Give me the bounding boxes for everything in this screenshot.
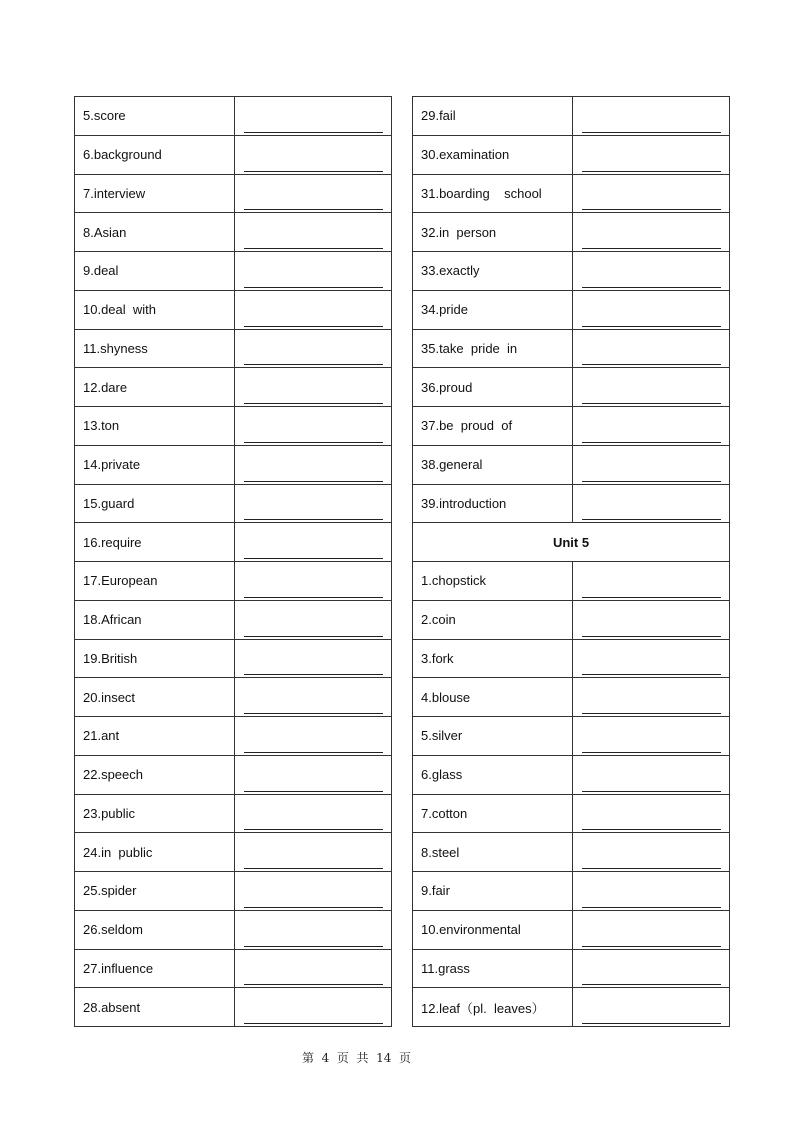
- vocab-word: 37.be proud of: [413, 407, 573, 446]
- table-row: [75, 445, 392, 484]
- answer-underline: [582, 519, 721, 520]
- answer-blank[interactable]: [235, 368, 392, 407]
- vocab-word: 36.proud: [413, 368, 573, 407]
- table-row: [75, 910, 392, 949]
- table-row: [413, 484, 730, 523]
- answer-blank[interactable]: [573, 717, 730, 756]
- table-row: [413, 639, 730, 678]
- answer-blank[interactable]: [573, 290, 730, 329]
- answer-underline: [582, 481, 721, 482]
- answer-underline: [582, 984, 721, 985]
- vocab-word: 8.steel: [413, 833, 573, 872]
- table-row: [413, 97, 730, 136]
- answer-underline: [244, 636, 383, 637]
- answer-underline: [582, 868, 721, 869]
- answer-underline: [244, 209, 383, 210]
- vocabulary-table-right: [412, 96, 730, 1027]
- vocab-word: 12.leaf（pl. leaves）: [413, 988, 573, 1027]
- vocab-word: 21.ant: [75, 717, 235, 756]
- answer-blank[interactable]: [235, 213, 392, 252]
- answer-blank[interactable]: [573, 639, 730, 678]
- answer-underline: [582, 132, 721, 133]
- vocab-word: 35.take pride in: [413, 329, 573, 368]
- answer-blank[interactable]: [573, 97, 730, 136]
- table-row: [75, 368, 392, 407]
- answer-underline: [244, 946, 383, 947]
- vocab-word: 7.interview: [75, 174, 235, 213]
- table-row: [75, 678, 392, 717]
- vocab-word: 24.in public: [75, 833, 235, 872]
- answer-underline: [582, 829, 721, 830]
- table-row: [413, 368, 730, 407]
- vocab-word: 19.British: [75, 639, 235, 678]
- answer-underline: [244, 713, 383, 714]
- answer-blank[interactable]: [573, 988, 730, 1027]
- table-row: [413, 445, 730, 484]
- table-row: [75, 988, 392, 1027]
- answer-blank[interactable]: [235, 97, 392, 136]
- answer-blank[interactable]: [573, 213, 730, 252]
- unit-heading: Unit 5: [413, 523, 730, 562]
- answer-underline: [582, 907, 721, 908]
- vocab-word: 9.deal: [75, 252, 235, 291]
- answer-underline: [244, 752, 383, 753]
- answer-underline: [244, 791, 383, 792]
- vocab-word: 10.deal with: [75, 290, 235, 329]
- vocab-word: 25.spider: [75, 872, 235, 911]
- table-row: [75, 97, 392, 136]
- answer-underline: [244, 558, 383, 559]
- table-row: [413, 407, 730, 446]
- answer-underline: [582, 636, 721, 637]
- answer-underline: [244, 597, 383, 598]
- answer-underline: [244, 907, 383, 908]
- vocab-word: 12.dare: [75, 368, 235, 407]
- answer-blank[interactable]: [235, 174, 392, 213]
- answer-blank[interactable]: [235, 562, 392, 601]
- vocabulary-table-left: [74, 96, 392, 1027]
- answer-blank[interactable]: [235, 445, 392, 484]
- vocab-word: 13.ton: [75, 407, 235, 446]
- vocab-word: 6.glass: [413, 755, 573, 794]
- table-row: [75, 213, 392, 252]
- vocab-word: 39.introduction: [413, 484, 573, 523]
- table-row: [413, 600, 730, 639]
- table-row: [413, 562, 730, 601]
- answer-blank[interactable]: [235, 833, 392, 872]
- answer-underline: [244, 403, 383, 404]
- answer-blank[interactable]: [235, 755, 392, 794]
- vocab-word: 5.score: [75, 97, 235, 136]
- vocab-word: 10.environmental: [413, 910, 573, 949]
- vocab-word: 15.guard: [75, 484, 235, 523]
- unit-heading-row: [413, 523, 730, 562]
- answer-underline: [582, 713, 721, 714]
- table-row: [75, 290, 392, 329]
- vocab-word: 27.influence: [75, 949, 235, 988]
- answer-underline: [244, 287, 383, 288]
- answer-blank[interactable]: [573, 445, 730, 484]
- answer-underline: [582, 442, 721, 443]
- vocab-word: 3.fork: [413, 639, 573, 678]
- answer-blank[interactable]: [573, 135, 730, 174]
- answer-blank[interactable]: [235, 290, 392, 329]
- answer-blank[interactable]: [573, 910, 730, 949]
- table-row: [413, 329, 730, 368]
- table-row: [413, 135, 730, 174]
- answer-underline: [244, 132, 383, 133]
- table-row: [413, 290, 730, 329]
- answer-blank[interactable]: [573, 794, 730, 833]
- answer-blank[interactable]: [573, 833, 730, 872]
- answer-blank[interactable]: [235, 484, 392, 523]
- vocab-word: 22.speech: [75, 755, 235, 794]
- table-row: [75, 949, 392, 988]
- answer-blank[interactable]: [235, 407, 392, 446]
- table-row: [75, 174, 392, 213]
- answer-underline: [582, 209, 721, 210]
- table-row: [75, 135, 392, 174]
- answer-underline: [244, 481, 383, 482]
- vocab-word: 7.cotton: [413, 794, 573, 833]
- vocab-word: 8.Asian: [75, 213, 235, 252]
- answer-underline: [582, 403, 721, 404]
- vocab-word: 32.in person: [413, 213, 573, 252]
- answer-blank[interactable]: [573, 872, 730, 911]
- answer-blank[interactable]: [235, 523, 392, 562]
- answer-underline: [582, 791, 721, 792]
- table-row: [75, 329, 392, 368]
- table-row: [75, 794, 392, 833]
- answer-blank[interactable]: [573, 949, 730, 988]
- vocab-word: 4.blouse: [413, 678, 573, 717]
- vocab-word: 5.silver: [413, 717, 573, 756]
- table-row: [75, 562, 392, 601]
- table-row: [413, 174, 730, 213]
- answer-blank[interactable]: [235, 949, 392, 988]
- answer-blank[interactable]: [573, 678, 730, 717]
- table-row: [75, 484, 392, 523]
- answer-underline: [582, 597, 721, 598]
- table-row: [413, 872, 730, 911]
- answer-underline: [582, 287, 721, 288]
- vocab-word: 34.pride: [413, 290, 573, 329]
- vocab-word: 6.background: [75, 135, 235, 174]
- answer-blank[interactable]: [235, 794, 392, 833]
- answer-blank[interactable]: [573, 329, 730, 368]
- answer-blank[interactable]: [573, 368, 730, 407]
- answer-underline: [244, 674, 383, 675]
- answer-underline: [244, 248, 383, 249]
- vocab-word: 9.fair: [413, 872, 573, 911]
- page-number-footer: 第 4 页 共 14 页: [302, 1051, 412, 1065]
- answer-underline: [582, 674, 721, 675]
- vocab-word: 30.examination: [413, 135, 573, 174]
- vocab-word: 1.chopstick: [413, 562, 573, 601]
- table-row: [75, 872, 392, 911]
- table-row: [413, 755, 730, 794]
- table-row: [75, 252, 392, 291]
- answer-underline: [244, 519, 383, 520]
- table-row: [413, 252, 730, 291]
- table-row: [413, 794, 730, 833]
- table-row: [75, 717, 392, 756]
- answer-underline: [582, 248, 721, 249]
- table-row: [75, 833, 392, 872]
- answer-blank[interactable]: [573, 562, 730, 601]
- table-row: [75, 600, 392, 639]
- answer-blank[interactable]: [235, 988, 392, 1027]
- vocab-word: 20.insect: [75, 678, 235, 717]
- table-row: [413, 910, 730, 949]
- vocab-word: 33.exactly: [413, 252, 573, 291]
- answer-underline: [244, 326, 383, 327]
- answer-underline: [244, 442, 383, 443]
- answer-blank[interactable]: [573, 484, 730, 523]
- answer-underline: [244, 1023, 383, 1024]
- answer-underline: [244, 171, 383, 172]
- table-row: [413, 949, 730, 988]
- vocab-word: 18.African: [75, 600, 235, 639]
- table-row: [75, 639, 392, 678]
- answer-blank[interactable]: [235, 639, 392, 678]
- answer-blank[interactable]: [573, 407, 730, 446]
- answer-underline: [244, 984, 383, 985]
- vocab-word: 28.absent: [75, 988, 235, 1027]
- vocab-word: 2.coin: [413, 600, 573, 639]
- vocab-word: 38.general: [413, 445, 573, 484]
- vocab-word: 29.fail: [413, 97, 573, 136]
- answer-blank[interactable]: [573, 600, 730, 639]
- answer-blank[interactable]: [235, 329, 392, 368]
- answer-underline: [582, 171, 721, 172]
- vocabulary-table-right-body: [413, 97, 730, 1027]
- answer-underline: [582, 364, 721, 365]
- table-row: [75, 407, 392, 446]
- answer-blank[interactable]: [573, 252, 730, 291]
- answer-blank[interactable]: [573, 755, 730, 794]
- table-row: [413, 988, 730, 1027]
- vocab-word: 11.grass: [413, 949, 573, 988]
- answer-blank[interactable]: [235, 135, 392, 174]
- answer-blank[interactable]: [235, 872, 392, 911]
- vocabulary-table-left-body: [75, 97, 392, 1027]
- answer-underline: [582, 946, 721, 947]
- answer-blank[interactable]: [235, 252, 392, 291]
- vocab-word: 26.seldom: [75, 910, 235, 949]
- table-row: [75, 755, 392, 794]
- table-row: [413, 833, 730, 872]
- vocab-word: 17.European: [75, 562, 235, 601]
- table-row: [75, 523, 392, 562]
- answer-underline: [244, 364, 383, 365]
- answer-underline: [582, 326, 721, 327]
- answer-underline: [582, 752, 721, 753]
- vocab-word: 31.boarding school: [413, 174, 573, 213]
- vocab-word: 14.private: [75, 445, 235, 484]
- answer-underline: [582, 1023, 721, 1024]
- answer-blank[interactable]: [235, 910, 392, 949]
- vocab-word: 11.shyness: [75, 329, 235, 368]
- table-row: [413, 213, 730, 252]
- answer-underline: [244, 829, 383, 830]
- table-row: [413, 717, 730, 756]
- answer-blank[interactable]: [235, 717, 392, 756]
- answer-underline: [244, 868, 383, 869]
- table-row: [413, 678, 730, 717]
- answer-blank[interactable]: [235, 678, 392, 717]
- answer-blank[interactable]: [573, 174, 730, 213]
- vocab-word: 16.require: [75, 523, 235, 562]
- answer-blank[interactable]: [235, 600, 392, 639]
- vocab-word: 23.public: [75, 794, 235, 833]
